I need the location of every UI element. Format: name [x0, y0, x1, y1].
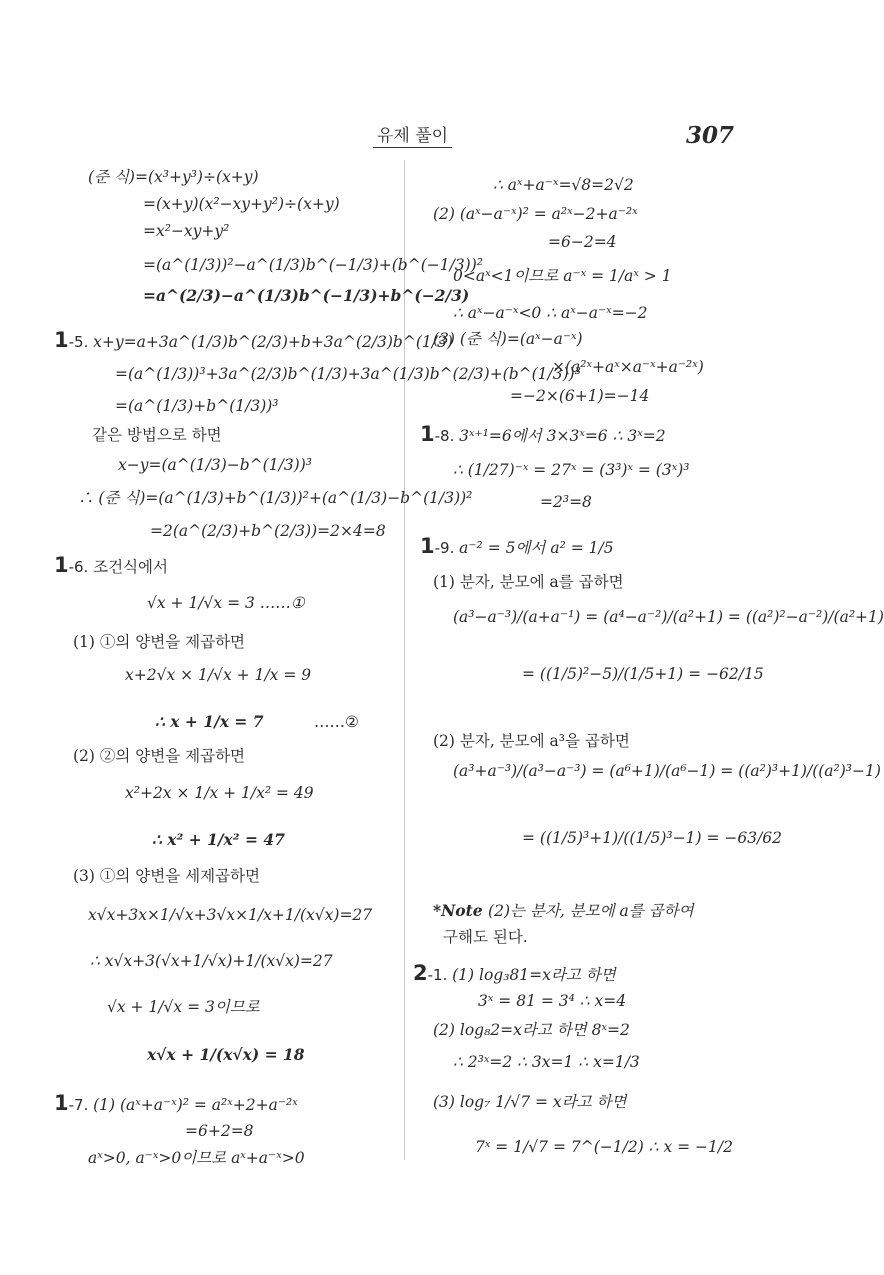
math-text: =6−2=4	[548, 233, 617, 251]
right-line	[453, 266, 672, 286]
problem-number-sub: -5.	[68, 333, 94, 351]
right-line	[453, 761, 881, 781]
math-text: aˣ>0, a⁻ˣ>0이므로 aˣ+a⁻ˣ>0	[88, 1149, 305, 1167]
page-number: 307	[686, 122, 735, 149]
math-text: = ((1/5)³+1)/((1/5)³−1) = −63/62	[522, 829, 783, 847]
problem-number-sub: -8.	[434, 427, 460, 445]
math-text: ∴ x + 1/x = 7	[155, 712, 264, 731]
problem-number-sub: -9.	[434, 539, 460, 557]
math-text: = ((1/5)²−5)/(1/5+1) = −62/15	[522, 665, 764, 683]
math-text: ∴ 2³ˣ=2 ∴ 3x=1 ∴ x=1/3	[453, 1053, 640, 1071]
note-label: *Note	[433, 901, 489, 920]
right-line	[433, 329, 583, 349]
right-line	[433, 1092, 626, 1112]
math-text: ∴ (준 식)=(a^(1/3)+b^(1/3))²+(a^(1/3)−b^(1/3))²	[78, 489, 473, 507]
problem-number-main: 1	[420, 534, 435, 558]
right-line	[522, 664, 764, 684]
math-text: (a³−a⁻³)/(a+a⁻¹) = (a⁴−a⁻²)/(a²+1) = ((a²)²−a⁻²)/(a²+1)	[453, 608, 884, 626]
problem-number-main: 1	[54, 553, 69, 577]
math-text: =6+2=8	[185, 1122, 254, 1140]
right-line	[433, 204, 638, 224]
math-text: (1) ①의 양변을 제곱하면	[73, 633, 246, 651]
math-text: a⁻² = 5에서 a² = 1/5	[459, 539, 614, 557]
math-text: (2) ②의 양변을 제곱하면	[73, 747, 246, 765]
math-text: 조건식에서	[93, 558, 168, 576]
math-text: x+y=a+3a^(1/3)b^(2/3)+b+3a^(2/3)b^(1/3)	[93, 333, 453, 351]
math-text: (1) (aˣ+a⁻ˣ)² = a²ˣ+2+a⁻²ˣ	[93, 1096, 298, 1114]
right-line	[522, 828, 782, 848]
right-line	[420, 536, 614, 558]
problem-number-main: 1	[420, 422, 435, 446]
right-line	[552, 357, 704, 377]
running-header-title: 유제 풀이	[373, 126, 452, 148]
right-line	[433, 1020, 630, 1040]
right-line	[433, 572, 624, 592]
math-text: ……②	[314, 713, 359, 731]
math-text: =2³=8	[540, 493, 592, 511]
problem-number-main: 1	[54, 1091, 69, 1115]
math-text: =(a^(1/3))²−a^(1/3)b^(−1/3)+(b^(−1/3))²	[143, 256, 483, 274]
right-line	[453, 1052, 640, 1072]
right-line	[453, 303, 648, 323]
right-line	[510, 386, 649, 406]
math-text: 3ˣ = 81 = 3⁴ ∴ x=4	[478, 992, 627, 1010]
math-text: ∴ aˣ+a⁻ˣ=√8=2√2	[493, 176, 634, 194]
math-text: 같은 방법으로 하면	[92, 426, 222, 444]
math-text: (2) 분자, 분모에 a³을 곱하면	[433, 732, 630, 750]
right-line	[453, 607, 884, 627]
math-text: (3) (준 식)=(aˣ−a⁻ˣ)	[433, 330, 583, 348]
right-line	[453, 460, 689, 480]
math-text: x+2√x × 1/√x + 1/x = 9	[125, 666, 312, 684]
right-line	[443, 927, 528, 947]
math-text: =(a^(1/3))³+3a^(2/3)b^(1/3)+3a^(1/3)b^(2/3)+(b^(1/3))³	[115, 365, 581, 383]
right-line	[433, 901, 694, 921]
math-text: x√x + 1/(x√x) = 18	[147, 1045, 305, 1064]
problem-number-sub: -6.	[68, 558, 94, 576]
right-line	[420, 424, 666, 446]
math-text: ∴ aˣ−a⁻ˣ<0 ∴ aˣ−a⁻ˣ=−2	[453, 304, 648, 322]
math-text: =(x+y)(x²−xy+y²)÷(x+y)	[143, 195, 340, 213]
math-text: (2) (aˣ−a⁻ˣ)² = a²ˣ−2+a⁻²ˣ	[433, 205, 638, 223]
math-text: 구해도 된다.	[443, 928, 528, 946]
math-text: =a^(2/3)−a^(1/3)b^(−1/3)+b^(−2/3)	[143, 286, 470, 305]
math-text: 3ˣ⁺¹=6에서 3×3ˣ=6 ∴ 3ˣ=2	[459, 427, 666, 445]
right-line	[413, 963, 616, 985]
math-text: (1) 분자, 분모에 a를 곱하면	[433, 573, 624, 591]
right-line	[493, 175, 634, 195]
right-line	[433, 731, 630, 751]
math-text: 0<aˣ<1이므로 a⁻ˣ = 1/aˣ > 1	[453, 267, 672, 285]
math-text: (2)는 분자, 분모에 a를 곱하여	[488, 902, 694, 920]
math-text: (1) log₃81=x라고 하면	[452, 966, 616, 984]
problem-number-main: 1	[54, 328, 69, 352]
math-text: (2) log₈2=x라고 하면 8ˣ=2	[433, 1021, 630, 1039]
math-text: x√x+3x×1/√x+3√x×1/x+1/(x√x)=27	[88, 906, 373, 924]
math-text: =x²−xy+y²	[143, 222, 230, 240]
math-text: √x + 1/√x = 3이므로	[107, 998, 260, 1016]
math-text: ∴ x² + 1/x² = 47	[152, 830, 285, 849]
math-text: ∴ x√x+3(√x+1/√x)+1/(x√x)=27	[90, 952, 333, 970]
math-text: 7ˣ = 1/√7 = 7^(−1/2) ∴ x = −1/2	[475, 1138, 733, 1156]
problem-number	[420, 422, 459, 446]
right-line	[475, 1137, 733, 1157]
math-text: (a³+a⁻³)/(a³−a⁻³) = (a⁶+1)/(a⁶−1) = ((a²)³+1)/((a²)³−1)	[453, 762, 881, 780]
math-text: ×(a²ˣ+aˣ×a⁻ˣ+a⁻²ˣ)	[552, 358, 704, 376]
right-line	[548, 232, 617, 252]
math-text: (3) log₇ 1/√7 = x라고 하면	[433, 1093, 627, 1111]
math-text: x²+2x × 1/x + 1/x² = 49	[125, 784, 314, 802]
math-text: =2(a^(2/3)+b^(2/3))=2×4=8	[150, 522, 386, 540]
problem-number-sub: -7.	[68, 1096, 94, 1114]
math-text: (준 식)=(x³+y³)÷(x+y)	[88, 168, 259, 186]
problem-number-sub: -1.	[427, 966, 453, 984]
math-text: ∴ (1/27)⁻ˣ = 27ˣ = (3³)ˣ = (3ˣ)³	[453, 461, 690, 479]
right-line	[540, 492, 592, 512]
right-line	[478, 991, 626, 1011]
math-text: x−y=(a^(1/3)−b^(1/3))³	[118, 456, 312, 474]
problem-number	[413, 961, 452, 985]
math-text: =(a^(1/3)+b^(1/3))³	[115, 397, 279, 415]
problem-number-main: 2	[413, 961, 428, 985]
math-text: √x + 1/√x = 3 ……①	[147, 594, 305, 612]
math-text: =−2×(6+1)=−14	[510, 387, 650, 405]
problem-number	[420, 534, 459, 558]
math-text: (3) ①의 양변을 세제곱하면	[73, 867, 260, 885]
